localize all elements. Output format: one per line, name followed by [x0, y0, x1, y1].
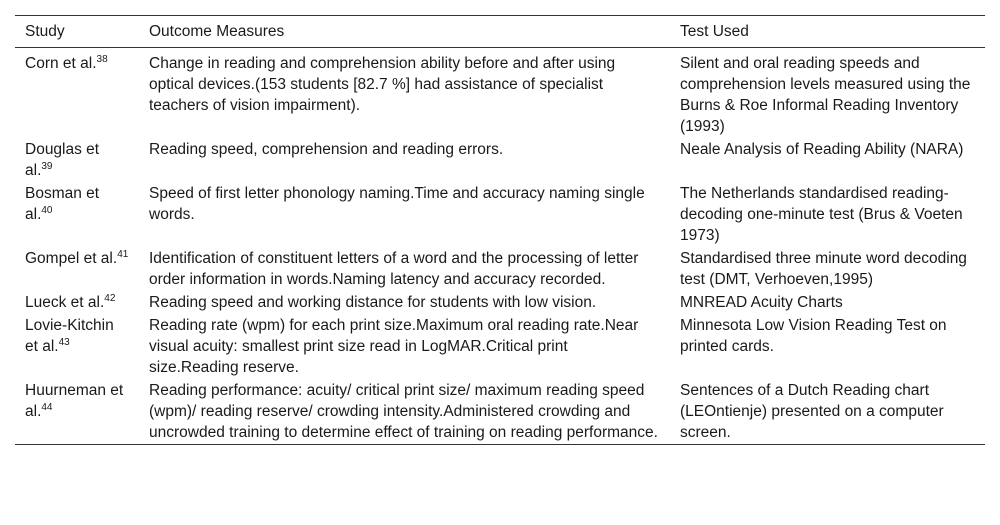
cell-study [15, 247, 139, 291]
cell-study [15, 138, 139, 182]
cell-test: Silent and oral reading speeds and comprehension levels measured using the Burns & Roe Informal Reading Inventory (1993) [680, 55, 971, 135]
table-row [15, 379, 985, 445]
reference-number: 41 [117, 249, 129, 260]
study-name: Corn et al. [25, 55, 97, 72]
studies-table-container [15, 15, 985, 445]
reference-number: 40 [41, 205, 53, 216]
cell-study [15, 379, 139, 445]
reference-number: 42 [104, 293, 116, 304]
cell-study [15, 48, 139, 139]
table-row [15, 48, 985, 139]
cell-outcome: Reading performance: acuity/ critical print size/ maximum reading speed (wpm)/ reading reserve/ crowding intensity.Administered crowding and uncrowded training to determine effect of training on reading performance. [139, 379, 670, 445]
reference-number: 38 [96, 54, 108, 65]
study-name: Douglas et al. [25, 141, 100, 179]
study-name: Gompel et al. [25, 250, 118, 267]
cell-outcome: Identification of constituent letters of a word and the processing of letter order information in words.Naming latency and accuracy recorded. [149, 250, 639, 288]
cell-study [15, 182, 139, 247]
reference-number: 39 [41, 161, 53, 172]
cell-study [15, 291, 139, 314]
header-study: Study [15, 16, 139, 48]
cell-study [15, 314, 139, 379]
reference-number: 44 [41, 402, 53, 413]
table-row [15, 247, 985, 291]
cell-outcome: Reading speed and working distance for students with low vision. [149, 294, 597, 311]
cell-outcome: Speed of first letter phonology naming.Time and accuracy naming single words. [149, 185, 645, 223]
cell-test: Standardised three minute word decoding test (DMT, Verhoeven,1995) [680, 250, 967, 288]
table-header [15, 16, 985, 48]
studies-table [15, 15, 985, 445]
cell-test: Neale Analysis of Reading Ability (NARA) [680, 141, 964, 158]
cell-test: MNREAD Acuity Charts [680, 294, 843, 311]
study-name: Lovie-Kitchin et al. [25, 317, 114, 355]
table-row [15, 314, 985, 379]
cell-test: Sentences of a Dutch Reading chart (LEOntienje) presented on a computer screen. [670, 379, 985, 445]
table-row [15, 291, 985, 314]
header-outcome-measures: Outcome Measures [139, 16, 670, 48]
cell-test: The Netherlands standardised reading-decoding one-minute test (Brus & Voeten 1973) [680, 185, 963, 244]
header-test-used: Test Used [670, 16, 985, 48]
cell-outcome: Reading rate (wpm) for each print size.Maximum oral reading rate.Near visual acuity: smallest print size read in LogMAR.Critical print size.Reading reserve. [149, 317, 639, 376]
reference-number: 43 [58, 337, 70, 348]
table-row [15, 182, 985, 247]
cell-outcome: Change in reading and comprehension ability before and after using optical devices.(153 students [82.7 %] had assistance of specialist teachers of vision impairment). [149, 55, 616, 114]
table-row [15, 138, 985, 182]
cell-test: Minnesota Low Vision Reading Test on printed cards. [680, 317, 947, 355]
table-body [15, 48, 985, 445]
cell-outcome: Reading speed, comprehension and reading errors. [149, 141, 504, 158]
study-name: Bosman et al. [25, 185, 100, 223]
header-row [15, 16, 985, 48]
study-name: Lueck et al. [25, 294, 105, 311]
study-name: Huurneman et al. [25, 382, 124, 420]
